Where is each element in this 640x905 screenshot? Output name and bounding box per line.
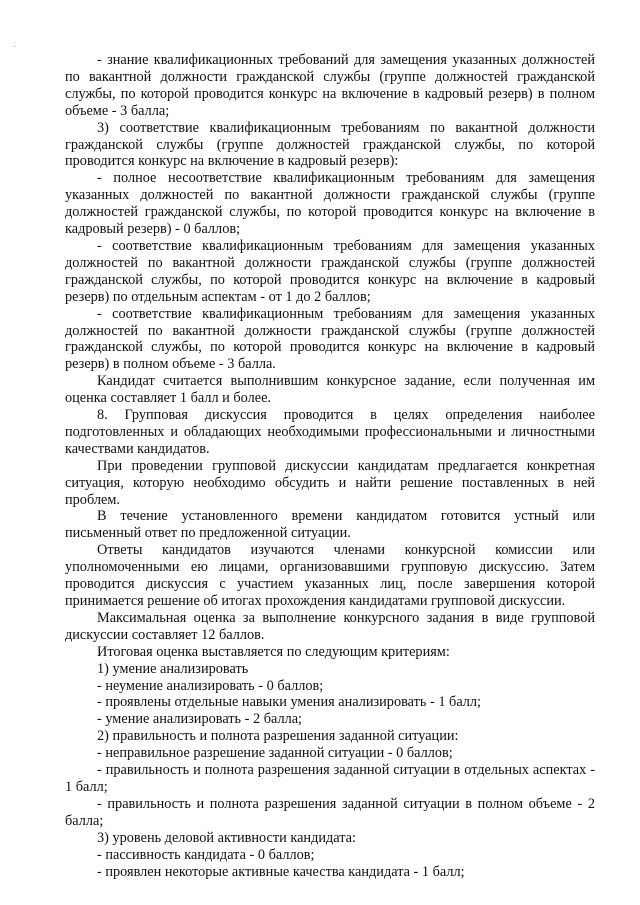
paragraph-1: - знание квалификационных требований для замещения указанных должностей по вакантной должности гражданской службы (группе должностей гражданской службы, по которой проводится конкурс на включение в кадровый резерв) в полном объеме - 3 балла; xyxy=(65,52,595,119)
paragraph-12: Итоговая оценка выставляется по следующим критериям: xyxy=(97,643,450,660)
paragraph-9: В течение установленного времени кандидатом готовится устный или письменный ответ по предложенной ситуации. xyxy=(65,508,595,542)
paragraph-5: - соответствие квалификационным требованиям для замещения указанных должностей по вакантной должности гражданской службы (группе должностей гражданской службы, по которой проводится конкурс на включение в кадровый резерв) в полном объеме - 3 балла. xyxy=(65,305,595,373)
paragraph-11: Максимальная оценка за выполнение конкурсного задания в виде групповой дискуссии составляет 12 баллов. xyxy=(65,609,595,643)
paragraph-21: 3) уровень деловой активности кандидата: xyxy=(97,829,356,846)
paragraph-17: 2) правильность и полнота разрешения заданной ситуации: xyxy=(97,728,459,745)
paragraph-20: - правильность и полнота разрешения заданной ситуации в полном объеме - 2 балла; xyxy=(65,795,595,829)
paragraph-18: - неправильное разрешение заданной ситуации - 0 баллов; xyxy=(97,745,453,762)
paragraph-16: - умение анализировать - 2 балла; xyxy=(97,711,303,728)
paragraph-22: - пассивность кандидата - 0 баллов; xyxy=(97,846,315,863)
paragraph-13: 1) умение анализировать xyxy=(97,660,249,677)
scan-mark xyxy=(14,46,15,47)
paragraph-2: 3) соответствие квалификационным требованиям по вакантной должности гражданской службы (группе должностей гражданской службы, по которой проводится конкурс на включение в кадровый резерв): xyxy=(65,119,595,170)
paragraph-7: 8. Групповая дискуссия проводится в целях определения наиболее подготовленных и обладающих необходимыми профессиональными и личностными качествами кандидатов. xyxy=(65,407,595,457)
paragraph-15: - проявлены отдельные навыки умения анализировать - 1 балл; xyxy=(97,694,482,711)
paragraph-19: - правильность и полнота разрешения заданной ситуации в отдельных аспектах - 1 балл; xyxy=(65,762,595,795)
paragraph-10: Ответы кандидатов изучаются членами конкурсной комиссии или уполномоченными ею лицами, организовавшими групповую дискуссию. Затем проводится дискуссия с участием указанных лиц, после завершения которой принимается решение об итогах прохождения кандидатами групповой дискуссии. xyxy=(65,542,595,609)
paragraph-8: При проведении групповой дискуссии кандидатам предлагается конкретная ситуация, которую необходимо обсудить и найти решение поставленных в ней проблем. xyxy=(65,457,595,508)
paragraph-4: - соответствие квалификационным требованиям для замещения указанных должностей по вакантной должности гражданской службы (группе должностей гражданской службы, по которой проводится конкурс на включение в кадровый резерв) по отдельным аспектам - от 1 до 2 баллов; xyxy=(65,237,595,305)
document-body xyxy=(65,52,595,880)
paragraph-6: Кандидат считается выполнившим конкурсное задание, если полученная им оценка составляет 1 балл и более. xyxy=(65,373,595,407)
paragraph-14: - неумение анализировать - 0 баллов; xyxy=(97,677,324,694)
paragraph-23: - проявлен некоторые активные качества кандидата - 1 балл; xyxy=(97,863,465,880)
paragraph-3: - полное несоответствие квалификационным требованиям для замещения указанных должностей по вакантной должности гражданской службы (группе должностей гражданской службы, по которой проводится конкурс на включение в кадровый резерв) - 0 баллов; xyxy=(65,170,595,238)
